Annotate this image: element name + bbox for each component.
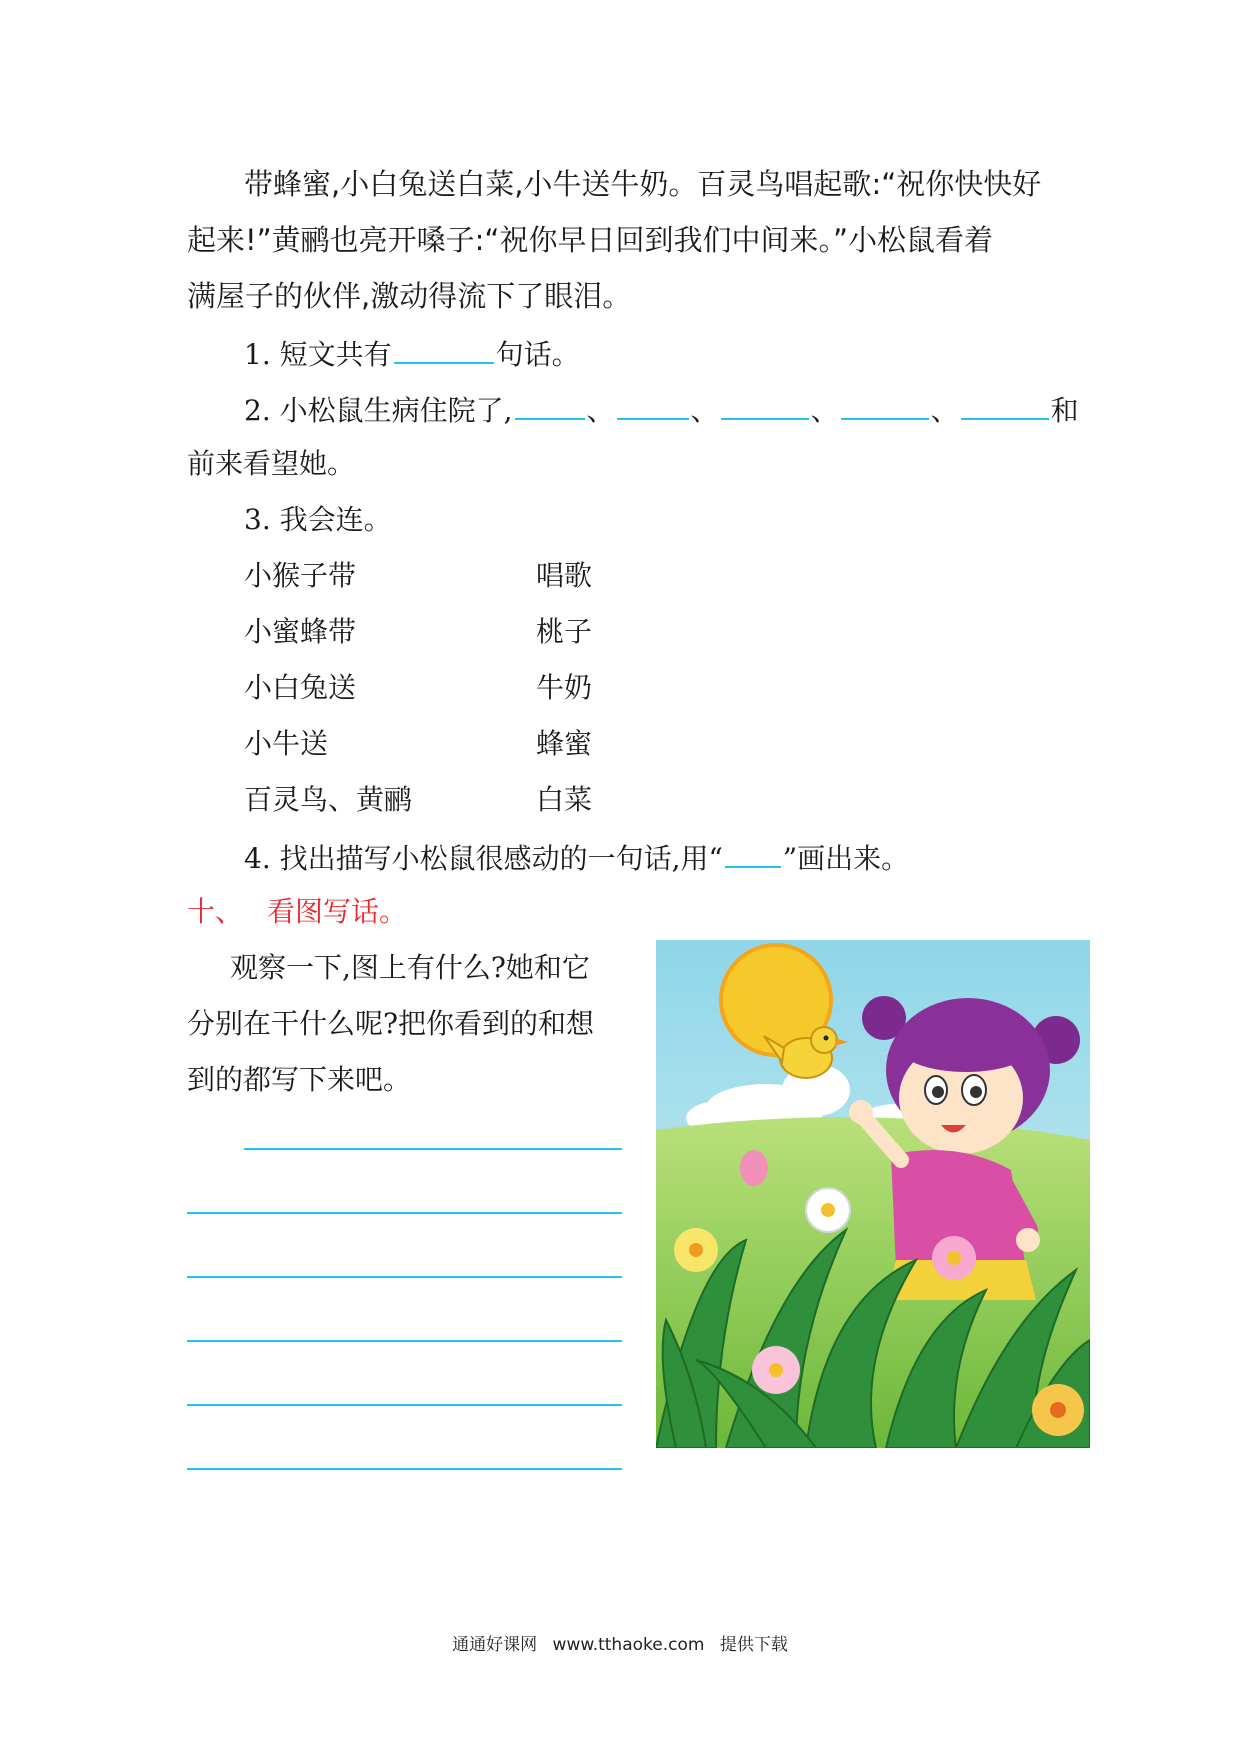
- question-1: [244, 332, 580, 375]
- flower-bud-icon: [740, 1150, 768, 1186]
- footer-site-name: 通通好课网: [452, 1635, 538, 1655]
- match-right-item[interactable]: 牛奶: [536, 671, 593, 704]
- writing-line[interactable]: [187, 1276, 622, 1278]
- passage-line-1: 带蜂蜜,小白兔送白菜,小牛送牛奶。百灵鸟唱起歌:“祝你快快好: [244, 167, 1042, 201]
- writing-line[interactable]: [187, 1404, 622, 1406]
- question-4-text: 4. 找出描写小松鼠很感动的一句话,用“: [244, 842, 723, 875]
- answer-blank[interactable]: [721, 388, 809, 420]
- prompt-line-3: 到的都写下来吧。: [187, 1063, 412, 1096]
- question-1-text: 1. 短文共有: [244, 338, 392, 371]
- flower-icon: [1032, 1384, 1084, 1436]
- flower-icon: [806, 1188, 850, 1232]
- answer-blank[interactable]: [841, 388, 929, 420]
- writing-line[interactable]: [244, 1148, 622, 1150]
- writing-line[interactable]: [187, 1340, 622, 1342]
- passage-line-2: 起来!”黄鹂也亮开嗓子:“祝你早日回到我们中间来。”小松鼠看着: [187, 223, 993, 257]
- question-2: [244, 388, 1079, 431]
- answer-blank[interactable]: [394, 332, 494, 364]
- question-2-end: 和: [1050, 394, 1079, 427]
- match-right-item[interactable]: 蜂蜜: [536, 727, 593, 760]
- separator: 、: [586, 394, 615, 427]
- separator: 、: [810, 394, 839, 427]
- question-4-suffix: ”画出来。: [782, 842, 910, 875]
- answer-blank[interactable]: [617, 388, 689, 420]
- footer-suffix: 提供下载: [719, 1635, 788, 1655]
- writing-line[interactable]: [187, 1212, 622, 1214]
- question-3-title: 3. 我会连。: [244, 503, 392, 536]
- match-right-item[interactable]: 白菜: [536, 783, 593, 816]
- answer-blank[interactable]: [961, 388, 1049, 420]
- separator: 、: [930, 394, 959, 427]
- section-heading: [187, 892, 407, 932]
- match-right-item[interactable]: 唱歌: [536, 559, 593, 592]
- question-4: [244, 836, 909, 879]
- match-left-item[interactable]: 小蜜蜂带: [244, 615, 357, 648]
- flower-icon: [674, 1228, 718, 1272]
- section-title: 看图写话。: [267, 895, 408, 928]
- flower-icon: [752, 1346, 800, 1394]
- prompt-line-2: 分别在干什么呢?把你看到的和想: [187, 1007, 595, 1040]
- question-2-line-2: 前来看望她。: [187, 447, 356, 480]
- question-1-suffix: 句话。: [495, 338, 580, 371]
- match-left-item[interactable]: 小猴子带: [244, 559, 357, 592]
- passage-line-3: 满屋子的伙伴,激动得流下了眼泪。: [187, 279, 632, 313]
- question-2-text: 2. 小松鼠生病住院了,: [244, 394, 513, 427]
- page-footer: [0, 1630, 1240, 1655]
- prompt-line-1: 观察一下,图上有什么?她和它: [230, 951, 590, 984]
- match-left-item[interactable]: 小白兔送: [244, 671, 357, 704]
- flower-icon: [932, 1236, 976, 1280]
- underline-sample: [725, 836, 781, 868]
- separator: 、: [690, 394, 719, 427]
- section-number: 十、: [187, 895, 244, 928]
- match-right-item[interactable]: 桃子: [536, 615, 593, 648]
- match-left-item[interactable]: 百灵鸟、黄鹂: [244, 783, 413, 816]
- match-left-item[interactable]: 小牛送: [244, 727, 329, 760]
- writing-line[interactable]: [187, 1468, 622, 1470]
- girl-and-bird-illustration: [656, 940, 1090, 1448]
- answer-blank[interactable]: [515, 388, 585, 420]
- footer-url[interactable]: www.tthaoke.com: [552, 1635, 705, 1655]
